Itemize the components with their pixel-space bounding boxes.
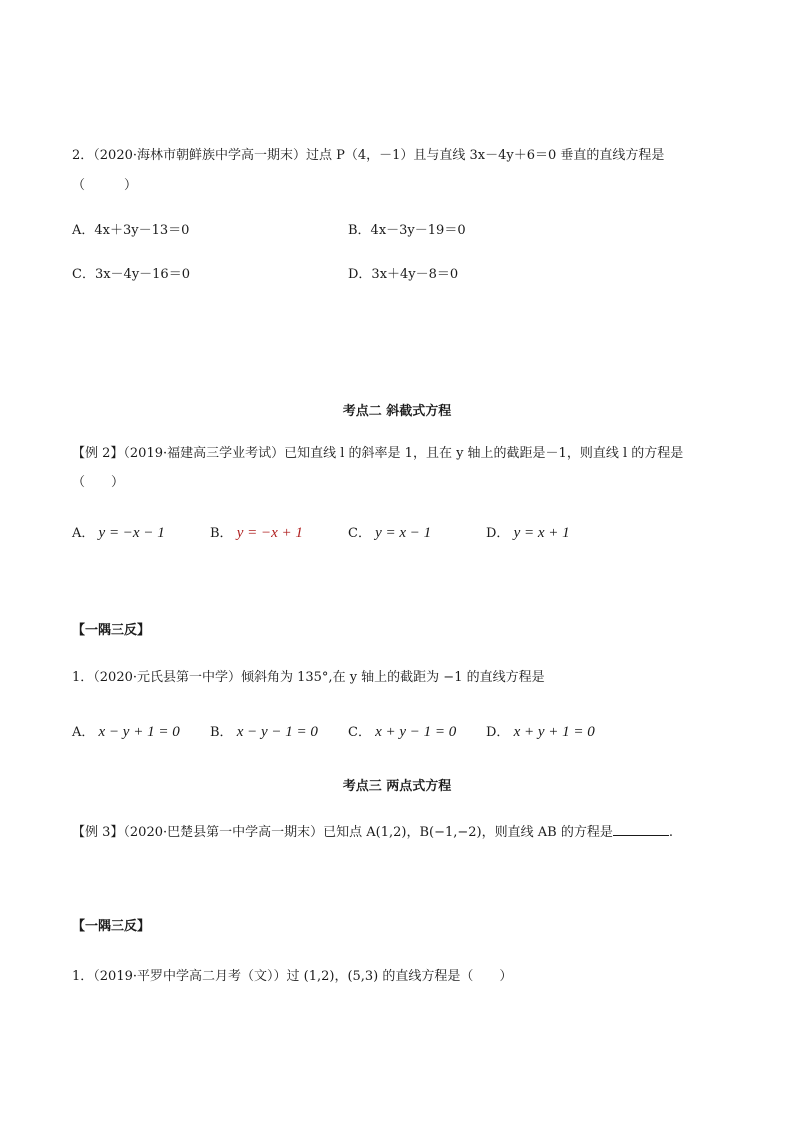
p1-option-a <box>72 723 180 742</box>
question-2-paren: （ ） <box>72 178 138 193</box>
option-expr: x + y − 1 = 0 <box>375 724 457 740</box>
option-expr: x − y − 1 = 0 <box>236 724 318 740</box>
option-label: A． <box>72 725 95 740</box>
q2-option-b: B．4x－3y－19＝0 <box>348 223 466 238</box>
answer-blank <box>613 823 669 836</box>
option-label: A． <box>72 526 95 541</box>
example-3-prefix: 【例 3】（2020·巴楚县第一中学高一期末）已知点 A(1,2)，B(−1,−2)，则直线 AB 的方程是 <box>72 825 613 840</box>
practice-heading-2: 【一隅三反】 <box>72 919 151 934</box>
option-label: B． <box>210 725 233 740</box>
p1-option-b <box>210 723 318 742</box>
option-expr: y = −x + 1 <box>236 525 303 541</box>
ex2-option-d <box>486 524 570 543</box>
question-2-text: 2．（2020·海林市朝鲜族中学高一期末）过点 P（4，－1）且与直线 3x－4y＋6＝0 垂直的直线方程是 <box>72 148 665 163</box>
option-label: D． <box>486 526 510 541</box>
option-expr: x − y + 1 = 0 <box>98 724 180 740</box>
example-3-suffix: . <box>668 825 673 840</box>
section-title-3: 考点三 两点式方程 <box>342 779 452 794</box>
ex2-option-b <box>210 524 303 543</box>
example-2-text: 【例 2】（2019·福建高三学业考试）已知直线 l 的斜率是 1，且在 y 轴上的截距是－1，则直线 l 的方程是 <box>72 446 684 461</box>
option-label: D． <box>486 725 510 740</box>
q2-option-c: C．3x－4y－16＝0 <box>72 267 190 282</box>
option-label: C． <box>348 526 371 541</box>
example-2-paren: （ ） <box>72 475 125 490</box>
option-label: C． <box>348 725 371 740</box>
option-expr: x + y + 1 = 0 <box>513 724 595 740</box>
option-expr: y = −x − 1 <box>98 525 165 541</box>
example-3-text <box>72 823 673 842</box>
section-title-2: 考点二 斜截式方程 <box>342 404 452 419</box>
p1-option-c <box>348 723 456 742</box>
p1-option-d <box>486 723 595 742</box>
q2-option-d: D．3x＋4y－8＝0 <box>348 267 459 282</box>
practice-heading-1: 【一隅三反】 <box>72 623 151 638</box>
practice-1-question: 1．（2020·元氏县第一中学）倾斜角为 135°,在 y 轴上的截距为 −1 的直线方程是 <box>72 670 545 685</box>
option-expr: y = x − 1 <box>375 525 432 541</box>
practice-2-question: 1．（2019·平罗中学高二月考（文））过 (1,2)，(5,3) 的直线方程是（ ） <box>72 969 513 984</box>
option-label: B． <box>210 526 233 541</box>
option-expr: y = x + 1 <box>513 525 570 541</box>
ex2-option-a <box>72 524 165 543</box>
q2-option-a: A．4x＋3y－13＝0 <box>72 223 190 238</box>
ex2-option-c <box>348 524 431 543</box>
